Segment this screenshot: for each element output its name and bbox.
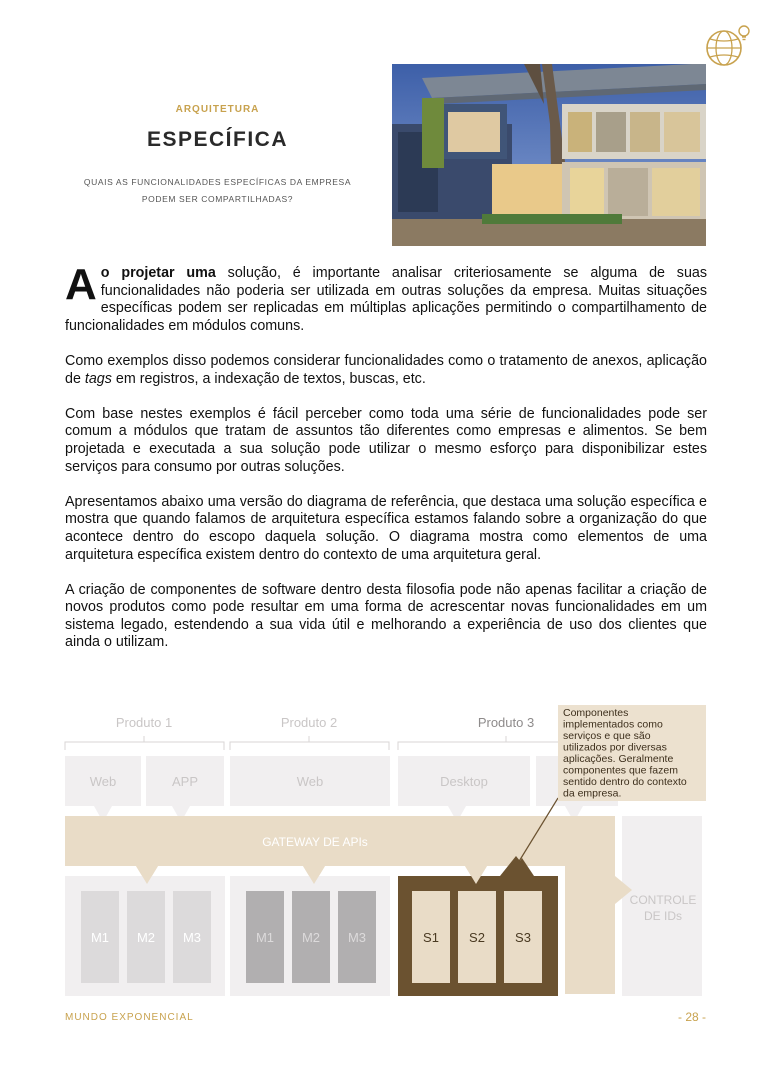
controle-label-line-1: CONTROLE	[629, 893, 697, 907]
paragraph-2-emphasis: tags	[84, 370, 112, 387]
paragraph-2	[65, 353, 707, 388]
module-p1-m2: M2	[136, 930, 156, 945]
callout-line-8: da empresa.	[563, 787, 622, 800]
product-label-1: Produto 1	[115, 715, 173, 730]
callout-line-6: componentes que fazem	[563, 764, 678, 777]
paragraph-5: A criação de componentes de software dentro desta filosofia pode não apenas facilitar a criação de novos produtos como pode resultar em uma forma de acrescentar novas funcionalidades em um sistema legado, estendendo a sua vida útil e melhorando a experiência de uso dos clientes que ainda o utilizam.	[65, 581, 707, 651]
subtitle-line-1: QUAIS AS FUNCIONALIDADES ESPECÍFICAS DA EMPRESA	[83, 177, 352, 187]
module-p1-m1: M1	[90, 930, 110, 945]
page-title: ESPECÍFICA	[146, 128, 289, 151]
paragraph-3: Com base nestes exemplos é fácil perceber como toda uma série de funcionalidades pode ser comum a módulos que tratam de assuntos tão diferentes como empresas e alimentos. Se bem projetada e executada a sua solução pode utilizar o mesmo esforço para disponibilizar estes serviços para consumo por outras soluções.	[65, 405, 707, 475]
callout-line-3: serviços e que são	[563, 730, 651, 742]
paragraph-1-text: solução, é importante analisar criteriosamente se alguma de suas funcionalidades não poderia ser utilizada em outras soluções da empresa. Muitas situações específicas podem ser replicadas em múltiplas aplicações permitindo o compartilhamento de funcionalidades em módulos comuns.	[65, 265, 708, 334]
globe-lightbulb-icon	[702, 22, 754, 68]
callout-line-7: sentido dentro do contexto	[563, 776, 687, 788]
channel-label-web-1: Web	[89, 774, 117, 789]
container-house-photo	[392, 64, 706, 246]
module-p3-s3: S3	[515, 930, 531, 945]
reference-architecture-diagram	[60, 700, 710, 1005]
paragraph-2-text-a: Como exemplos disso podemos considerar funcionalidades como o tratamento de anexos, aplicação de	[65, 352, 707, 387]
page-number: - 28 -	[677, 1010, 706, 1024]
module-p3-s1: S1	[423, 930, 439, 945]
section-kicker: ARQUITETURA	[175, 104, 260, 115]
paragraph-1	[65, 260, 708, 335]
gateway-label: GATEWAY DE APIs	[262, 835, 368, 849]
channel-label-web-2: Web	[296, 774, 324, 789]
paragraph-1-bold: o projetar uma	[100, 265, 216, 281]
subtitle-line-2: PODEM SER COMPARTILHADAS?	[141, 194, 294, 204]
module-p2-m1: M1	[255, 930, 275, 945]
article-body	[65, 260, 708, 670]
callout-line-1: Componentes	[563, 707, 629, 719]
product-braces	[65, 736, 615, 750]
callout-line-5: aplicações. Geralmente	[563, 753, 674, 765]
drop-cap: A	[65, 260, 97, 309]
callout-line-2: implementados como	[563, 718, 663, 731]
paragraph-4: Apresentamos abaixo uma versão do diagrama de referência, que destaca uma solução específica e mostra que quando falamos de arquitetura específica estamos falando sobre a organização do que acontece dentro do escopo daquela solução. O diagrama mostra como elementos de uma arquitetura específica existem dentro do contexto de uma arquitetura geral.	[65, 493, 707, 563]
footer-publication: MUNDO EXPONENCIAL	[65, 1012, 194, 1023]
page-subtitle	[60, 174, 375, 208]
module-p2-m3: M3	[347, 930, 367, 945]
product-label-2: Produto 2	[280, 715, 338, 730]
module-p3-s2: S2	[469, 930, 485, 945]
module-p1-m3: M3	[182, 930, 202, 945]
controle-label-line-2: DE IDs	[643, 909, 683, 923]
callout-line-4: utilizados por diversas	[563, 741, 667, 754]
product-label-3: Produto 3	[477, 715, 535, 730]
channel-label-desktop: Desktop	[440, 774, 488, 789]
channel-label-app: APP	[171, 774, 199, 789]
module-p2-m2: M2	[301, 930, 321, 945]
paragraph-2-text-b: em registros, a indexação de textos, buscas, etc.	[111, 370, 426, 387]
